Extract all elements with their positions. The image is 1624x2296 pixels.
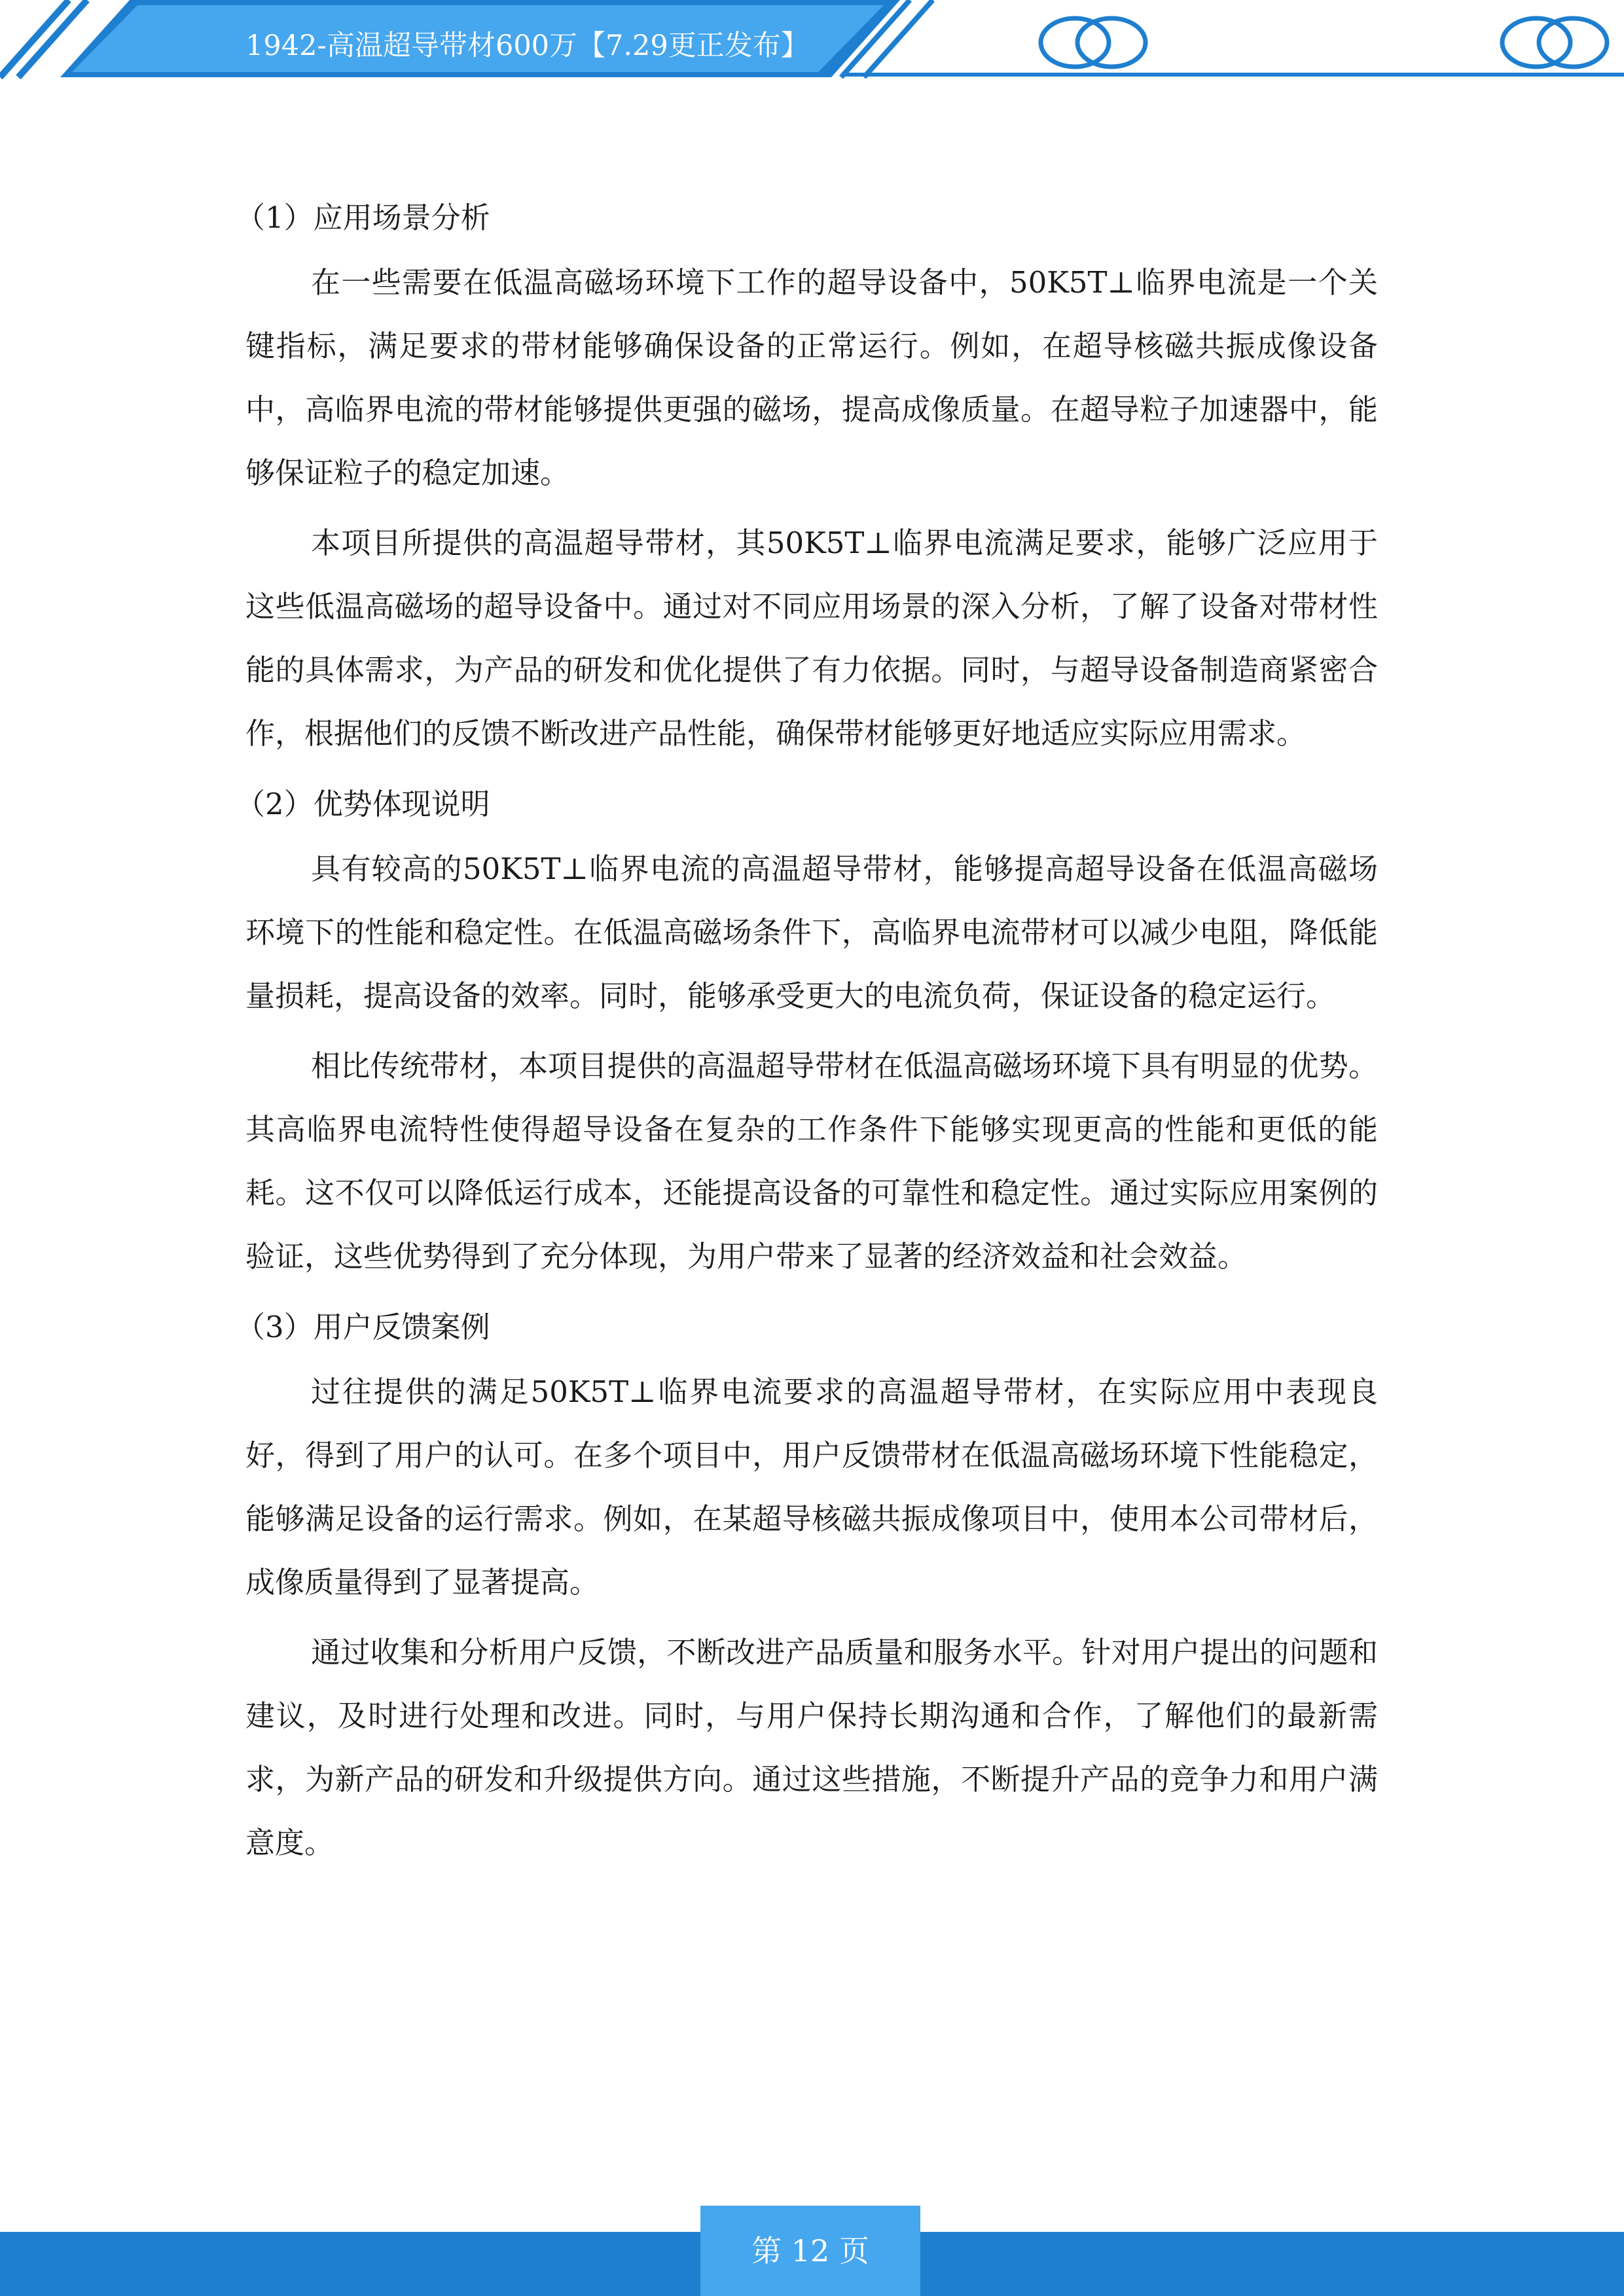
section-application-scenarios bbox=[236, 185, 1378, 765]
section-user-feedback bbox=[236, 1295, 1378, 1874]
section-advantages bbox=[236, 772, 1378, 1288]
document-body bbox=[236, 185, 1378, 1881]
paragraph: 过往提供的满足50K5T⊥临界电流要求的高温超导带材，在实际应用中表现良好，得到了用户的认可。在多个项目中，用户反馈带材在低温高磁场环境下性能稳定，能够满足设备的运行需求。例如，在某超导核磁共振成像项目中，使用本公司带材后，成像质量得到了显著提高。 bbox=[245, 1374, 1378, 1600]
page-header bbox=[0, 0, 1624, 85]
paragraph: 在一些需要在低温高磁场环境下工作的超导设备中，50K5T⊥临界电流是一个关键指标，满足要求的带材能够确保设备的正常运行。例如，在超导核磁共振成像设备中，高临界电流的带材能够提供更强的磁场，提高成像质量。在超导粒子加速器中，能够保证粒子的稳定加速。 bbox=[245, 265, 1378, 490]
paragraph: 相比传统带材，本项目提供的高温超导带材在低温高磁场环境下具有明显的优势。其高临界电流特性使得超导设备在复杂的工作条件下能够实现更高的性能和更低的能耗。这不仅可以降低运行成本，还能提高设备的可靠性和稳定性。通过实际应用案例的验证，这些优势得到了充分体现，为用户带来了显著的经济效益和社会效益。 bbox=[245, 1049, 1378, 1274]
page-number: 第 12 页 bbox=[700, 2206, 920, 2296]
paragraph: 具有较高的50K5T⊥临界电流的高温超导带材，能够提高超导设备在低温高磁场环境下的性能和稳定性。在低温高磁场条件下，高临界电流带材可以减少电阻，降低能量损耗，提高设备的效率。同时，能够承受更大的电流负荷，保证设备的稳定运行。 bbox=[245, 852, 1378, 1013]
section-heading: （1）应用场景分析 bbox=[236, 200, 490, 235]
paragraph: 通过收集和分析用户反馈，不断改进产品质量和服务水平。针对用户提出的问题和建议，及时进行处理和改进。同时，与用户保持长期沟通和合作，了解他们的最新需求，为新产品的研发和升级提供方向。通过这些措施，不断提升产品的竞争力和用户满意度。 bbox=[245, 1635, 1378, 1860]
section-heading: （2）优势体现说明 bbox=[236, 787, 490, 821]
double-ring-icon bbox=[1034, 14, 1152, 71]
double-ring-icon bbox=[1496, 14, 1614, 71]
document-title: 1942-高温超导带材600万【7.29更正发布】 bbox=[245, 29, 809, 62]
paragraph: 本项目所提供的高温超导带材，其50K5T⊥临界电流满足要求，能够广泛应用于这些低温高磁场的超导设备中。通过对不同应用场景的深入分析，了解了设备对带材性能的具体需求，为产品的研发和优化提供了有力依据。同时，与超导设备制造商紧密合作，根据他们的反馈不断改进产品性能，确保带材能够更好地适应实际应用需求。 bbox=[245, 526, 1378, 751]
section-heading: （3）用户反馈案例 bbox=[236, 1310, 490, 1344]
